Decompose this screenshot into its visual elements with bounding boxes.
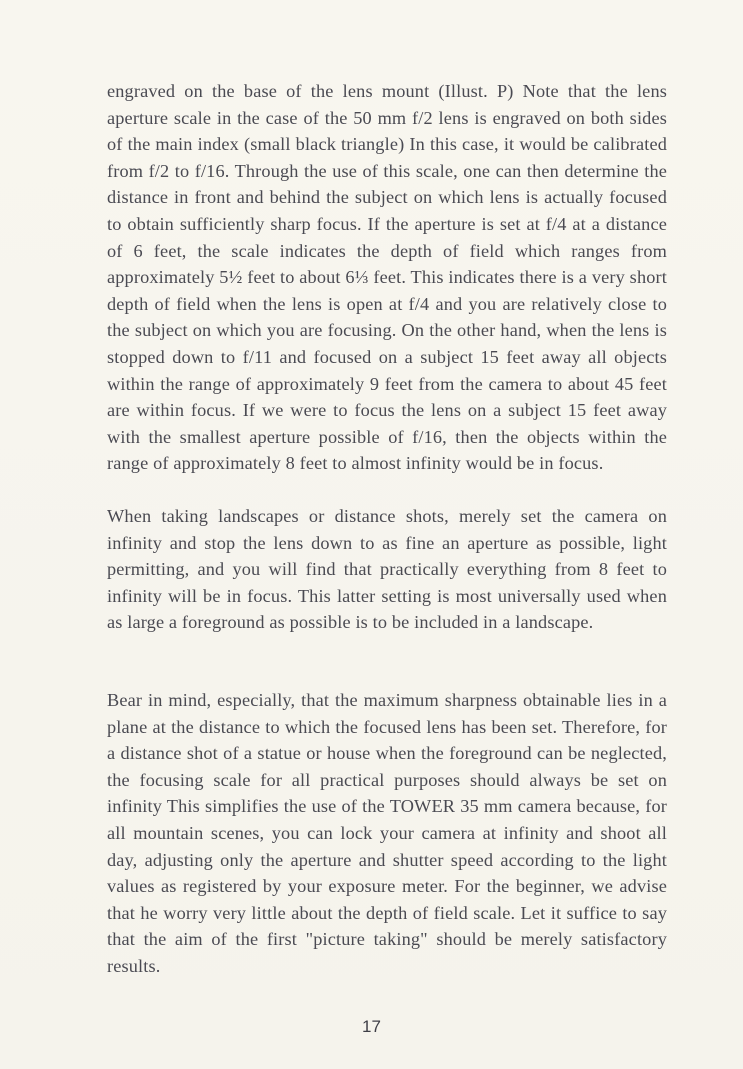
page-number: 17 (362, 1017, 381, 1036)
paragraph-depth-of-field: engraved on the base of the lens mount (Illust. P) Note that the lens aperture scale in the case of the 50 mm f/2 lens is engraved on both sides of the main index (small black triangle) In this case, it would be calibrated from f/2 to f/16. Through the use of this scale, one can then determine the distance in front and behind the subject on which lens is actually focused to obtain sufficiently sharp focus. If the aperture is set at f/4 at a distance of 6 feet, the scale indicates the depth of field which ranges from approximately 5½ feet to about 6⅓ feet. This indicates there is a very short depth of field when the lens is open at f/4 and you are relatively close to the subject on which you are focusing. On the other hand, when the lens is stopped down to f/11 and focused on a subject 15 feet away all objects within the range of approximately 9 feet from the camera to about 45 feet are within focus. If we were to focus the lens on a subject 15 feet away with the smallest aperture possible of f/16, then the objects within the range of approximately 8 feet to almost infinity would be in focus. (107, 81, 667, 474)
paragraph-maximum-sharpness: Bear in mind, especially, that the maximum sharpness obtainable lies in a plane at the distance to which the focused lens has been set. Therefore, for a distance shot of a statue or house when the foreground can be neglected, the focusing scale for all practical purposes should always be set on infinity This simplifies the use of the TOWER 35 mm camera because, for all mountain scenes, you can lock your camera at infinity and shoot all day, adjusting only the aperture and shutter speed according to the light values as registered by your exposure meter. For the beginner, we advise that he worry very little about the depth of field scale. Let it suffice to say that the aim of the first "picture taking" should be merely satisfactory results. (107, 690, 667, 976)
paragraph-landscapes: When taking landscapes or distance shots, merely set the camera on infinity and stop the lens down to as fine an aperture as possible, light permitting, and you will find that practically everything from 8 feet to infinity will be in focus. This latter setting is most universally used when as large a foreground as possible is to be included in a landscape. (107, 506, 667, 633)
